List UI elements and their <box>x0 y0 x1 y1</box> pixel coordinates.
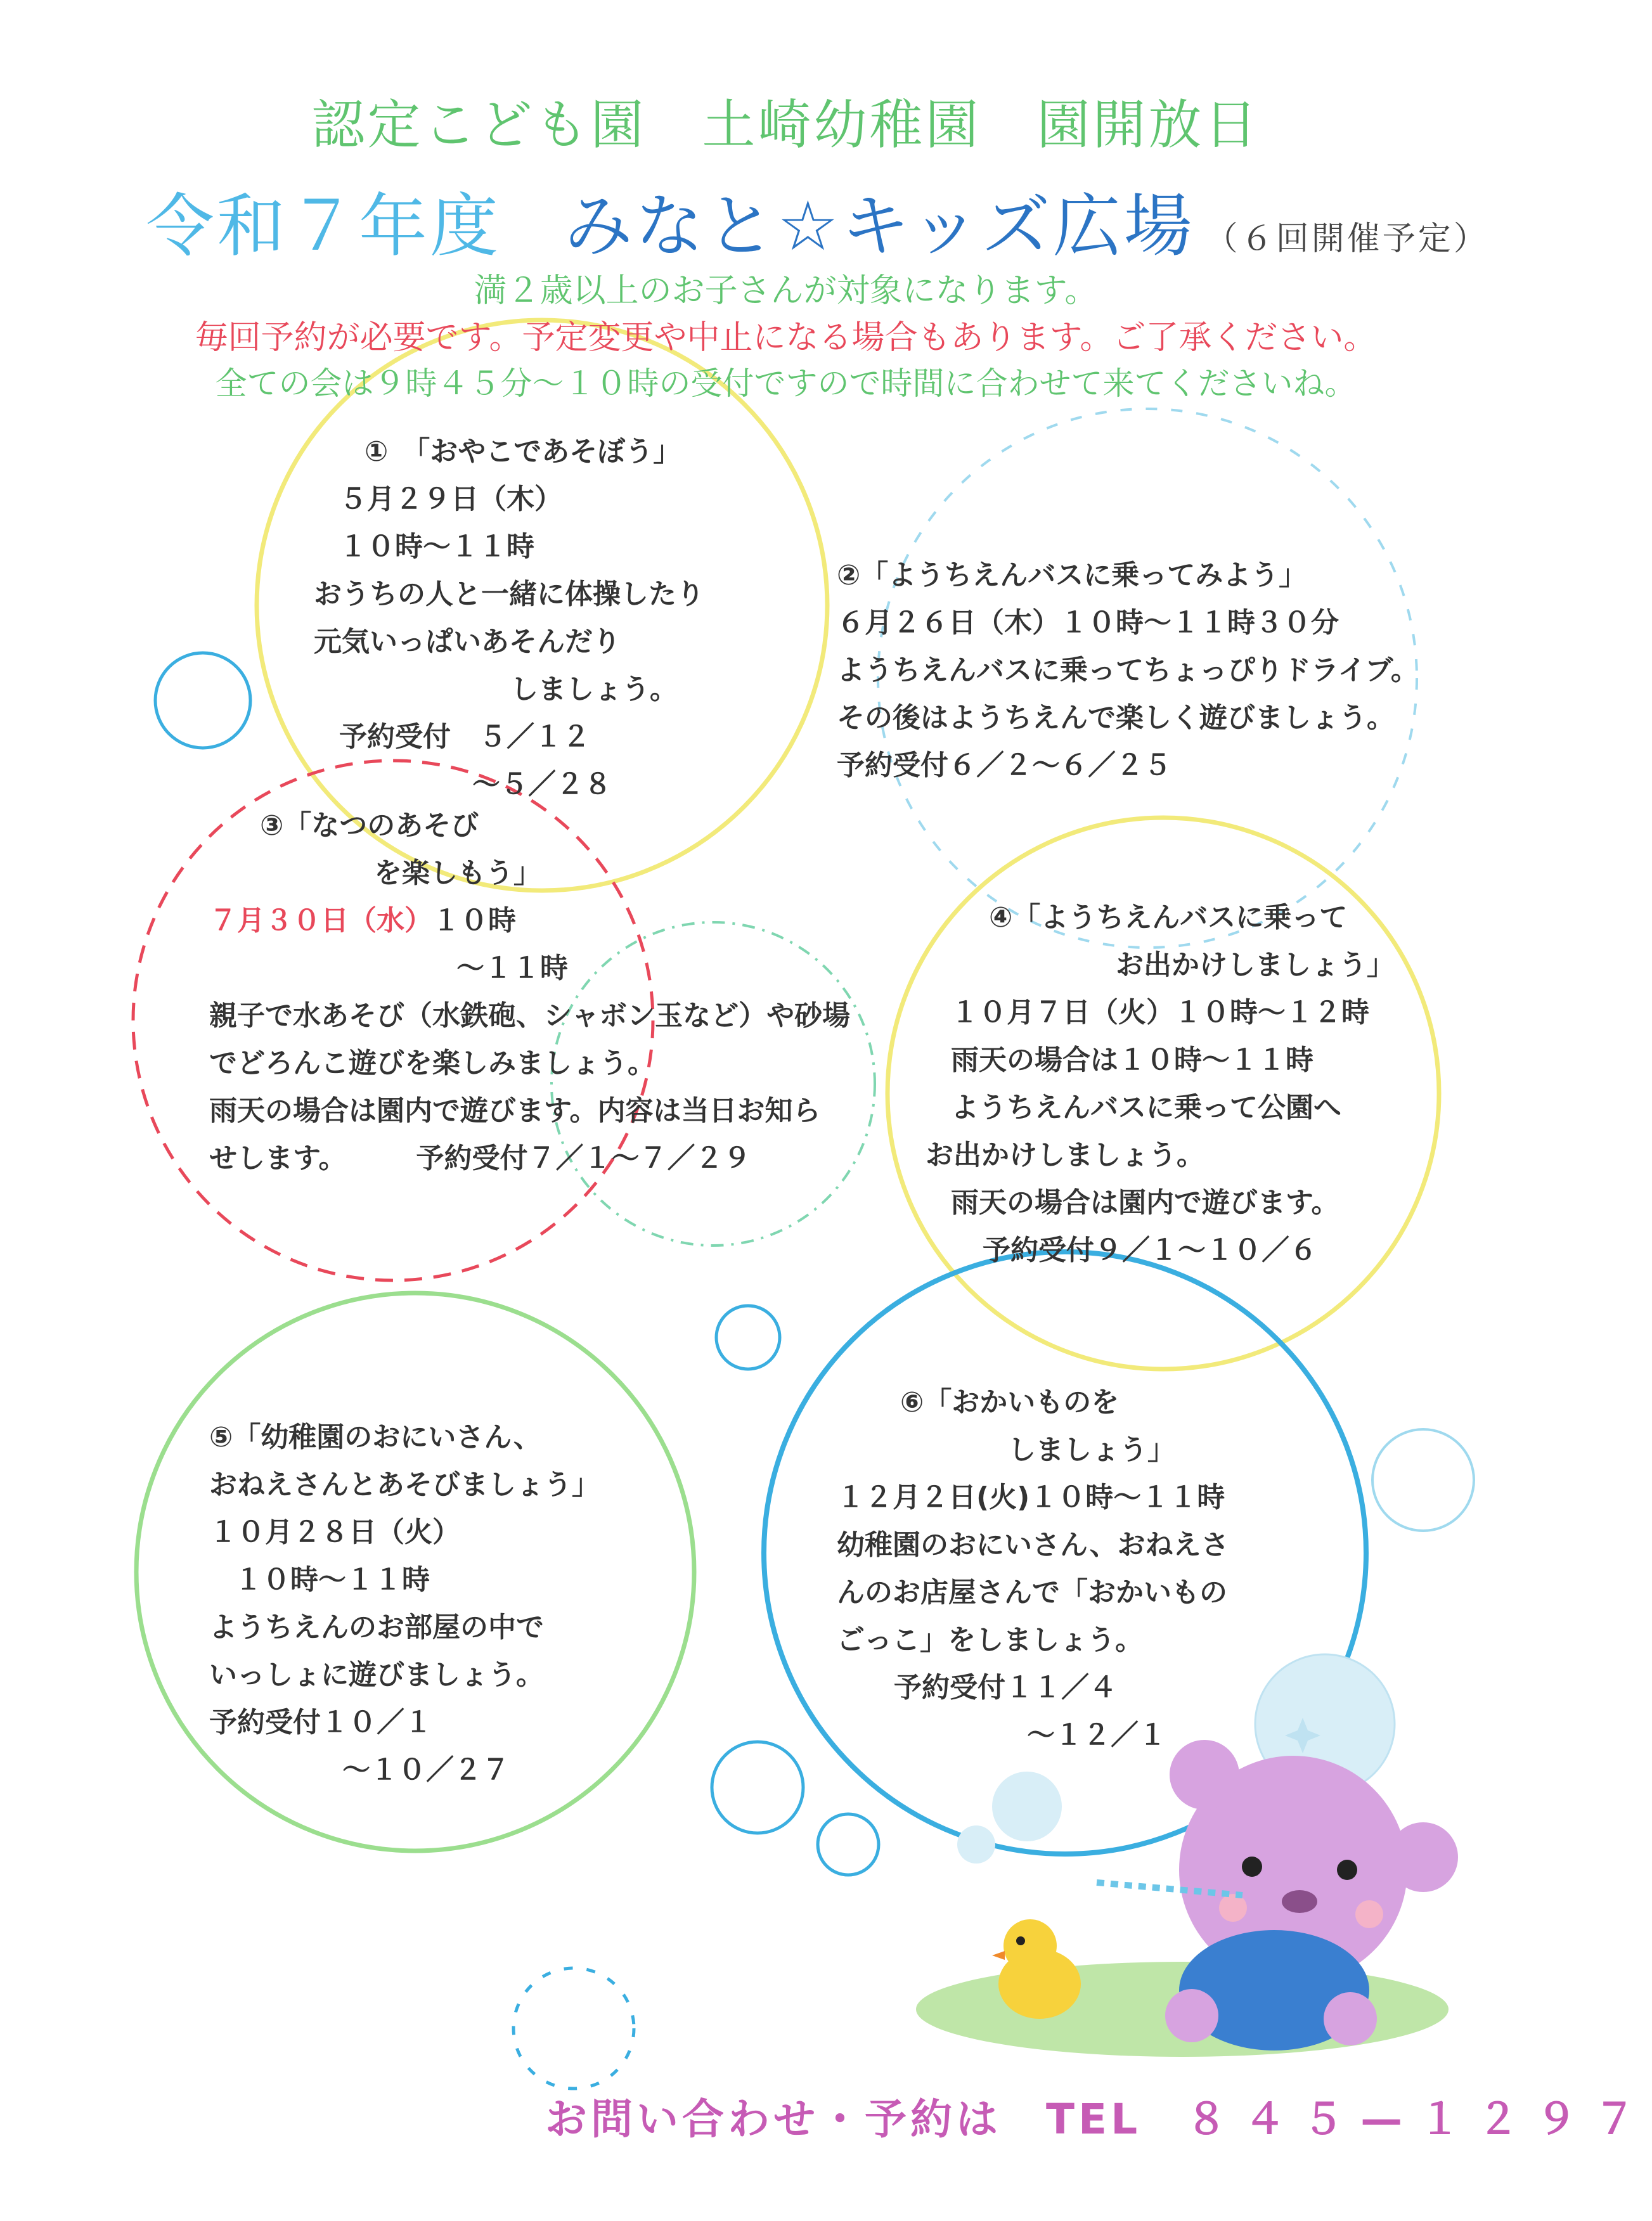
tel-label: TEL <box>1046 2095 1142 2144</box>
event-desc: 雨天の場合は１０時～１１時 <box>951 1044 1313 1076</box>
title-name: みなと☆キッズ広場 <box>564 187 1195 266</box>
event-title-cont: しましょう」 <box>1008 1434 1175 1466</box>
event-desc: ごっこ」をしましょう。 <box>837 1624 1144 1656</box>
event-5 <box>209 1413 600 1794</box>
event-date: １０月７日（火）１０時～１２時 <box>951 996 1369 1029</box>
event-time-end: ～１１時 <box>456 952 568 984</box>
contact-line <box>545 2085 1652 2146</box>
contact-label: お問い合わせ・予約は <box>545 2095 1002 2144</box>
event-title: ②「ようちえんバスに乗ってみよう」 <box>837 559 1307 591</box>
notice-reservation: 毎回予約が必要です。予定変更や中止になる場合もあります。ご了承ください。 <box>195 319 1377 357</box>
event-desc: 親子で水あそび（水鉄砲、シャボン玉など）や砂場 <box>209 1000 851 1032</box>
event-title: ⑤「幼稚園のおにいさん、 <box>209 1421 541 1453</box>
notice-reception-time: 全ての会は９時４５分～１０時の受付ですので時間に合わせて来てくださいね。 <box>215 365 1357 402</box>
notice-target: 満２歳以上のお子さんが対象になります。 <box>474 272 1098 310</box>
event-date: １０月２８日（火） <box>209 1516 460 1548</box>
event-desc-end <box>209 1135 850 1182</box>
event-desc: んのお店屋さんで「おかいもの <box>837 1576 1227 1609</box>
page-title <box>146 171 1489 269</box>
event-desc: ようちえんのお部屋の中で <box>209 1611 544 1644</box>
event-reservation: 予約受付９／１～１０／６ <box>983 1234 1317 1266</box>
event-1 <box>314 428 704 808</box>
event-date: ５月２９日（木） <box>339 483 562 515</box>
event-desc: ようちえんバスに乗ってちょっぴりドライブ。 <box>837 654 1419 686</box>
event-date: ６月２６日（木）１０時～１１時３０分 <box>837 607 1339 639</box>
event-reservation: 予約受付１０／１ <box>209 1706 432 1739</box>
event-desc: その後はようちえんで楽しく遊びましょう。 <box>837 702 1395 734</box>
header-organization: 認定こども園 土崎幼稚園 園開放日 <box>311 94 1260 156</box>
title-year: 令和７年度 <box>146 187 501 266</box>
event-title: ④「ようちえんバスに乗って <box>989 901 1348 934</box>
event-desc: 元気いっぱいあそんだり <box>314 626 621 658</box>
event-6 <box>837 1379 1229 1759</box>
event-title-cont: を楽しもう」 <box>374 857 541 889</box>
event-2 <box>837 551 1419 789</box>
event-3 <box>209 802 850 1182</box>
event-reservation-end: ～５／２８ <box>472 768 612 801</box>
event-time: １０時～１１時 <box>339 531 534 563</box>
event-reservation-end: ～１０／２７ <box>342 1754 510 1786</box>
event-date-line <box>209 897 850 944</box>
event-desc: でどろんこ遊びを楽しみましょう。 <box>209 1047 655 1079</box>
event-date: ７月３０日（水） <box>209 904 432 937</box>
event-date: １２月２日(火)１０時～１１時 <box>837 1481 1225 1514</box>
event-desc: お出かけしましょう。 <box>926 1139 1204 1171</box>
event-desc: せします。 <box>209 1142 347 1175</box>
event-time: １０時 <box>432 904 516 937</box>
event-reservation: 予約受付７／１～７／２９ <box>416 1142 751 1175</box>
event-4 <box>926 894 1395 1274</box>
event-desc: 幼稚園のおにいさん、おねえさ <box>837 1529 1229 1561</box>
event-title: ③「なつのあそび <box>260 809 479 842</box>
title-note: （６回開催予定） <box>1204 220 1489 258</box>
event-reservation: 予約受付１１／４ <box>894 1671 1117 1704</box>
event-desc: しましょう。 <box>510 673 678 705</box>
event-title-cont: おねえさんとあそびましょう」 <box>209 1469 600 1501</box>
event-desc: ようちえんバスに乗って公園へ <box>951 1091 1341 1124</box>
event-desc: 雨天の場合は園内で遊びます。 <box>951 1187 1339 1219</box>
event-time: １０時～１１時 <box>235 1564 430 1596</box>
event-title: ⑥「おかいものを <box>900 1386 1120 1419</box>
event-title: ① 「おやこであそぼう」 <box>365 435 681 468</box>
event-desc: おうちの人と一緒に体操したり <box>314 578 704 610</box>
event-reservation-end: ～１２／１ <box>1027 1719 1166 1751</box>
event-desc: いっしょに遊びましょう。 <box>209 1659 544 1691</box>
event-desc: 雨天の場合は園内で遊びます。内容は当日お知ら <box>209 1095 821 1127</box>
phone-number[interactable]: ８４５—１２９７ <box>1185 2095 1652 2144</box>
event-reservation: 予約受付 ５／１２ <box>339 721 590 753</box>
event-title-cont: お出かけしましょう」 <box>1116 949 1395 981</box>
event-reservation: 予約受付６／２～６／２５ <box>837 749 1171 782</box>
